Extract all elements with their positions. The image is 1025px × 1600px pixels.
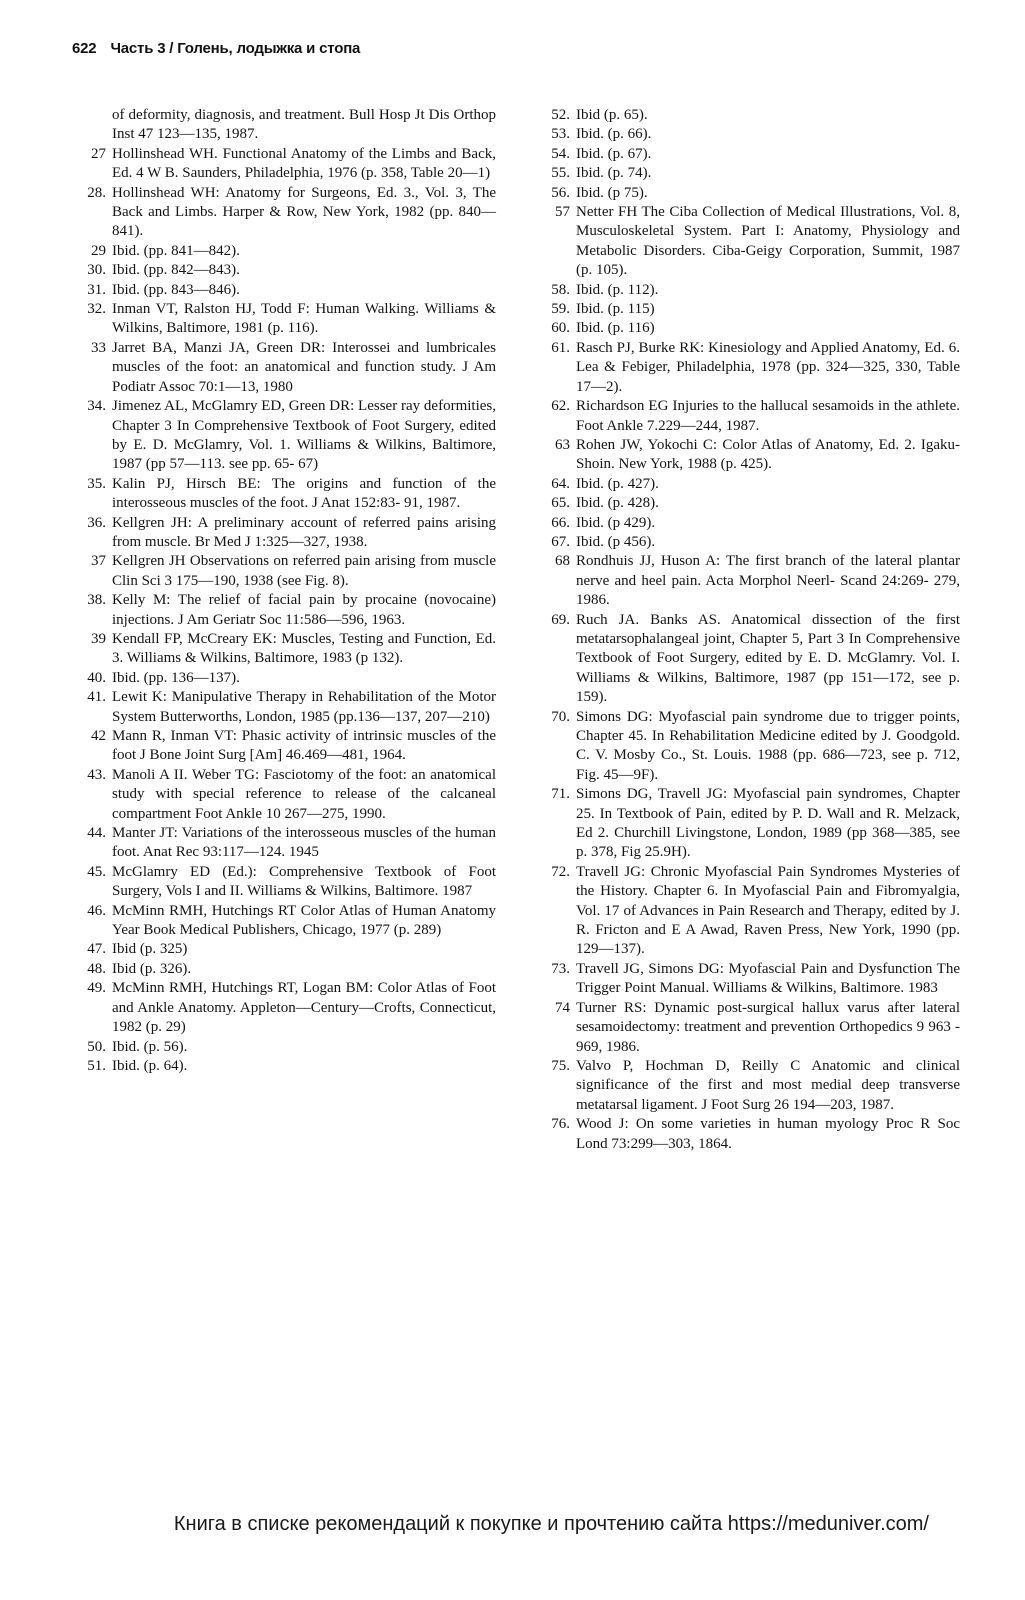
reference-item: [80, 475, 496, 514]
reference-text: Hollinshead WH: Anatomy for Surgeons, Ed. 3., Vol. 3, The Back and Limbs. Harper & Row, New York, 1982 (pp. 840—841).: [112, 184, 496, 240]
reference-text: Valvo P, Hochman D, Reilly C Anatomic and clinical significance of the first and most medial deep transverse metatarsal ligament. J Foot Surg 26 194—203, 1987.: [576, 1057, 960, 1113]
reference-text: Ibid. (pp. 842—843).: [112, 262, 240, 279]
reference-text: Ibid. (p. 66).: [576, 126, 652, 143]
reference-number: 58.: [551, 281, 570, 298]
reference-item: [544, 1115, 960, 1154]
reference-item: [544, 281, 960, 300]
reference-number: 34.: [87, 398, 106, 415]
reference-text: Ibid. (p. 67).: [576, 145, 652, 162]
reference-number: 60.: [551, 320, 570, 337]
reference-item: [544, 552, 960, 610]
reference-number: 29: [91, 242, 106, 259]
reference-number: 41.: [87, 689, 106, 706]
reference-number: 39: [91, 630, 106, 647]
reference-item: [80, 766, 496, 824]
reference-item: [544, 145, 960, 164]
reference-text: McMinn RMH, Hutchings RT, Logan BM: Color Atlas of Foot and Ankle Anatomy. Appleton—Century—Crofts, Connecticut, 1982 (p. 29): [112, 980, 496, 1036]
reference-number: 47.: [87, 941, 106, 958]
reference-text: Ibid. (p. 116): [576, 320, 655, 337]
reference-number: 75.: [551, 1057, 570, 1074]
reference-item: [80, 514, 496, 553]
reference-number: 63: [555, 436, 570, 453]
reference-number: 64.: [551, 475, 570, 492]
reference-item: [80, 242, 496, 261]
running-header: [72, 40, 360, 57]
reference-item: [80, 281, 496, 300]
reference-text: Ibid. (p 429).: [576, 514, 656, 531]
reference-text: Travell JG: Chronic Myofascial Pain Syndromes Mysteries of the History. Chapter 6. In Myofascial Pain and Fibromyalgia, Vol. 17 of Advances in Pain Research and Therapy, edited by J. R. Fricton and E A Awad, Raven Press, New York, 1990 (pp. 129—137).: [576, 863, 960, 958]
reference-item: [544, 184, 960, 203]
reference-item: [544, 533, 960, 552]
reference-text: Ibid. (p 75).: [576, 184, 648, 201]
reference-number: 48.: [87, 960, 106, 977]
reference-text: Inman VT, Ralston HJ, Todd F: Human Walking. Williams & Wilkins, Baltimore, 1981 (p. 116).: [112, 301, 496, 337]
reference-number: 28.: [87, 184, 106, 201]
reference-text: Ibid. (p. 112).: [576, 281, 659, 298]
reference-text: Richardson EG Injuries to the hallucal sesamoids in the athlete. Foot Ankle 7.229—244, 1987.: [576, 398, 960, 434]
reference-item: [544, 960, 960, 999]
reference-number: 32.: [87, 301, 106, 318]
reference-text: Kellgren JH: A preliminary account of referred pains arising from muscle. Br Med J 1:325—327, 1938.: [112, 514, 496, 550]
reference-number: 70.: [551, 708, 570, 725]
reference-text: Ibid. (p. 427).: [576, 475, 659, 492]
reference-text: Ibid. (pp. 136—137).: [112, 669, 240, 686]
site-footer-note: Книга в списке рекомендаций к покупке и прочтению сайта https://meduniver.com/: [173, 1513, 929, 1535]
reference-number: 69.: [551, 611, 570, 628]
reference-item: [544, 164, 960, 183]
reference-text: Ibid. (p. 74).: [576, 165, 652, 182]
reference-text: Ibid. (pp. 841—842).: [112, 242, 240, 259]
reference-item: [80, 940, 496, 959]
reference-text: Jarret BA, Manzi JA, Green DR: Interossei and lumbricales muscles of the foot: an anatomical and function study. J Am Podiatr Assoc 70:1—13, 1980: [112, 339, 496, 395]
reference-text: Kelly M: The relief of facial pain by procaine (novocaine) injections. J Am Geriatr Soc 11:586—596, 1963.: [112, 592, 496, 628]
reference-item: [80, 688, 496, 727]
reference-number: 50.: [87, 1038, 106, 1055]
reference-text: Ibid (p. 326).: [112, 960, 192, 977]
reference-text: Jimenez AL, McGlamry ED, Green DR: Lesser ray deformities, Chapter 3 In Comprehensive Textbook of Foot Surgery, edited by E. D. McGlamry, Vol. 1. Williams & Wilkins, Baltimore, 1987 (pp 57—113. see pp. 65- 67): [112, 398, 496, 473]
reference-number: 44.: [87, 825, 106, 842]
reference-text: Rondhuis JJ, Huson A: The first branch of the lateral plantar nerve and heel pain. Acta Morphol Neerl- Scand 24:269- 279, 1986.: [576, 553, 960, 609]
reference-number: 59.: [551, 301, 570, 318]
reference-text: Ibid. (pp. 843—846).: [112, 281, 240, 298]
reference-number: 49.: [87, 980, 106, 997]
reference-item: [80, 979, 496, 1037]
page-number: 622: [72, 40, 97, 57]
reference-item: [80, 824, 496, 863]
reference-text: Wood J: On some varieties in human myology Proc R Soc Lond 73:299—303, 1864.: [576, 1116, 960, 1152]
reference-text: Ibid. (p 456).: [576, 533, 656, 550]
reference-number: 65.: [551, 495, 570, 512]
reference-item: [544, 708, 960, 786]
reference-item: [80, 669, 496, 688]
reference-number: 73.: [551, 960, 570, 977]
reference-text: Ibid. (p. 56).: [112, 1038, 188, 1055]
reference-text: Rasch PJ, Burke RK: Kinesiology and Applied Anatomy, Ed. 6. Lea & Febiger, Philadelphia, 1978 (pp. 324—325, 330, Table 17—2).: [576, 339, 960, 395]
reference-text: Turner RS: Dynamic post-surgical hallux varus after lateral sesamoidectomy: treatment and prevention Orthopedics 9 963 - 969, 1986.: [576, 999, 960, 1055]
reference-number: 68: [555, 553, 570, 570]
reference-text: Ibid (p. 325): [112, 941, 188, 958]
reference-text: Mann R, Inman VT: Phasic activity of intrinsic muscles of the foot J Bone Joint Surg [Am] 46.469—481, 1964.: [112, 728, 496, 764]
reference-number: 51.: [87, 1057, 106, 1074]
reference-text: Ibid. (p. 64).: [112, 1057, 188, 1074]
reference-text: Kalin PJ, Hirsch BE: The origins and function of the interosseous muscles of the foot. J Anat 152:83- 91, 1987.: [112, 475, 496, 512]
reference-item: [80, 300, 496, 339]
reference-item: [80, 106, 496, 145]
reference-text: McGlamry ED (Ed.): Comprehensive Textbook of Foot Surgery, Vols I and II. Williams & Wilkins, Baltimore. 1987: [112, 863, 496, 900]
reference-item: [544, 863, 960, 960]
reference-item: [544, 999, 960, 1057]
reference-item: [80, 727, 496, 766]
reference-number: 72.: [551, 863, 570, 880]
reference-number: 71.: [551, 786, 570, 803]
reference-item: [544, 203, 960, 281]
reference-text: Rohen JW, Yokochi C: Color Atlas of Anatomy, Ed. 2. Igaku-Shoin. New York, 1988 (p. 425).: [576, 436, 960, 473]
reference-number: 67.: [551, 533, 570, 550]
reference-item: [80, 397, 496, 475]
reference-text: Ibid (p. 65).: [576, 107, 648, 123]
reference-number: 37: [91, 553, 106, 570]
reference-item: [544, 125, 960, 144]
reference-text: Manoli A II. Weber TG: Fasciotomy of the foot: an anatomical study with special reference to release of the calcaneal compartment Foot Ankle 10 267—275, 1990.: [112, 766, 496, 822]
reference-number: 46.: [87, 902, 106, 919]
references-body: [80, 106, 960, 1154]
reference-number: 43.: [87, 766, 106, 783]
reference-number: 31.: [87, 281, 106, 298]
references-right-column: [544, 106, 960, 1154]
reference-text: Kellgren JH Observations on referred pain arising from muscle Clin Sci 3 175—190, 1938 (see Fig. 8).: [112, 553, 496, 589]
reference-number: 61.: [551, 339, 570, 356]
reference-text: Ibid. (p. 428).: [576, 495, 659, 512]
reference-text: Ibid. (p. 115): [576, 301, 655, 318]
reference-text: Travell JG, Simons DG: Myofascial Pain and Dysfunction The Trigger Point Manual. Williams & Wilkins, Baltimore. 1983: [576, 960, 960, 997]
reference-item: [544, 300, 960, 319]
reference-item: [80, 1057, 496, 1076]
references-left-column: [80, 106, 496, 1154]
reference-item: [80, 552, 496, 591]
reference-item: [80, 339, 496, 397]
reference-number: 35.: [87, 475, 106, 492]
reference-number: 62.: [551, 398, 570, 415]
reference-number: 36.: [87, 514, 106, 531]
reference-text: Lewit K: Manipulative Therapy in Rehabilitation of the Motor System Butterworths, London, 1985 (pp.136—137, 207—210): [112, 689, 496, 725]
reference-item: [544, 514, 960, 533]
reference-item: [80, 1038, 496, 1057]
reference-text: Simons DG: Myofascial pain syndrome due to trigger points, Chapter 45. In Rehabilitation Medicine edited by J. Goodgold. C. V. Mosby Co., St. Louis. 1988 (pp. 686—723, see p. 712, Fig. 45—9F).: [576, 708, 960, 783]
reference-item: [544, 397, 960, 436]
reference-item: [544, 339, 960, 397]
reference-text: McMinn RMH, Hutchings RT Color Atlas of Human Anatomy Year Book Medical Publishers, Chicago, 1977 (p. 289): [112, 902, 496, 939]
reference-item: [544, 611, 960, 708]
reference-number: 74: [555, 999, 570, 1016]
reference-item: [80, 902, 496, 941]
reference-item: [544, 475, 960, 494]
reference-item: [544, 106, 960, 125]
reference-number: 55.: [551, 165, 570, 182]
reference-number: 38.: [87, 592, 106, 609]
reference-item: [544, 436, 960, 475]
reference-item: [80, 145, 496, 184]
reference-item: [80, 591, 496, 630]
reference-number: 52.: [551, 107, 570, 123]
reference-item: [544, 319, 960, 338]
reference-number: 57: [555, 204, 570, 221]
reference-item: [80, 960, 496, 979]
reference-number: 33: [91, 339, 106, 356]
reference-text: of deformity, diagnosis, and treatment. Bull Hosp Jt Dis Orthop Inst 47 123—135, 1987.: [112, 107, 496, 143]
reference-item: [80, 261, 496, 280]
reference-item: [80, 630, 496, 669]
reference-item: [80, 184, 496, 242]
reference-number: 42: [91, 728, 106, 744]
reference-number: 27: [91, 145, 106, 162]
reference-number: 56.: [551, 184, 570, 201]
reference-number: 45.: [87, 863, 106, 880]
reference-number: 54.: [551, 145, 570, 162]
reference-item: [544, 494, 960, 513]
reference-number: 76.: [551, 1116, 570, 1133]
reference-item: [544, 1057, 960, 1115]
reference-number: 40.: [87, 669, 106, 686]
reference-number: 53.: [551, 126, 570, 143]
reference-text: Simons DG, Travell JG: Myofascial pain syndromes, Chapter 25. In Textbook of Pain, edited by P. D. Wall and R. Melzack, Ed 2. Churchill Livingstone, London, 1989 (pp 368—385, see p. 378, Fig 25.9H).: [576, 786, 960, 861]
reference-number: 66.: [551, 514, 570, 531]
reference-text: Hollinshead WH. Functional Anatomy of the Limbs and Back, Ed. 4 W B. Saunders, Philadelphia, 1976 (p. 358, Table 20—1): [112, 145, 496, 182]
reference-text: Manter JT: Variations of the interosseous muscles of the human foot. Anat Rec 93:117—124. 1945: [112, 825, 496, 861]
reference-text: Ruch JA. Banks AS. Anatomical dissection of the first metatarsophalangeal joint, Chapter 5, Part 3 In Comprehensive Textbook of Foot Surgery, edited by E. D. McGlamry. Vol. I. Williams & Wilkins, Baltimore, 1987 (pp 151—172, see p. 159).: [576, 611, 960, 706]
running-title: Часть 3 / Голень, лодыжка и стопа: [110, 40, 361, 57]
reference-text: Netter FH The Ciba Collection of Medical Illustrations, Vol. 8, Musculoskeletal System. Part I: Anatomy, Physiology and Metabolic Disorders. Ciba-Geigy Corporation, Summit, 1987 (p. 105).: [576, 204, 960, 279]
reference-number: 30.: [87, 262, 106, 279]
reference-text: Kendall FP, McCreary EK: Muscles, Testing and Function, Ed. 3. Williams & Wilkins, Baltimore, 1983 (p 132).: [112, 630, 496, 667]
reference-item: [544, 785, 960, 863]
reference-item: [80, 863, 496, 902]
